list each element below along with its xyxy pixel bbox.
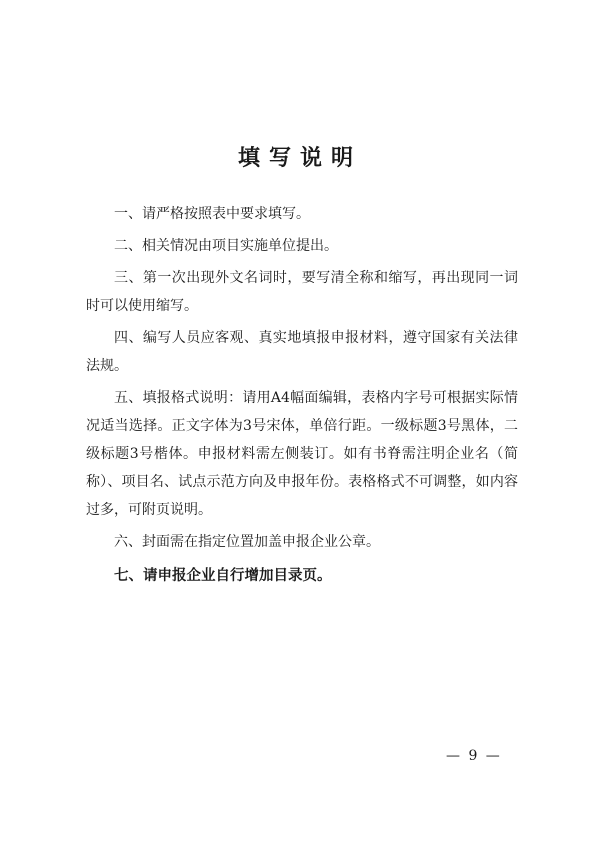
instruction-item-2: 二、相关情况由项目实施单位提出。 bbox=[114, 238, 338, 254]
document-title: 填写说明 bbox=[237, 146, 362, 171]
page-number: — 9 — bbox=[446, 748, 502, 764]
instruction-item-1: 一、请严格按照表中要求填写。 bbox=[114, 206, 310, 222]
instruction-item-5: 五、填报格式说明：请用A4幅面编辑，表格内字号可根据实际情况适当选择。正文字体为3号宋体，单倍行距。一级标题3号黑体，二级标题3号楷体。申报材料需左侧装订。如有书脊需注明企业名（简称）、项目名、试点示范方向及申报年份。表格格式不可调整，如内容过多，可附页说明。 bbox=[86, 390, 518, 518]
instruction-item-3: 三、第一次出现外文名词时，要写清全称和缩写，再出现同一词时可以使用缩写。 bbox=[86, 270, 518, 314]
instructions-body bbox=[86, 200, 518, 594]
instruction-item-6: 六、封面需在指定位置加盖申报企业公章。 bbox=[114, 534, 380, 550]
instruction-item-4: 四、编写人员应客观、真实地填报申报材料，遵守国家有关法律法规。 bbox=[86, 330, 518, 374]
instruction-item-7: 七、请申报企业自行增加目录页。 bbox=[114, 568, 332, 584]
